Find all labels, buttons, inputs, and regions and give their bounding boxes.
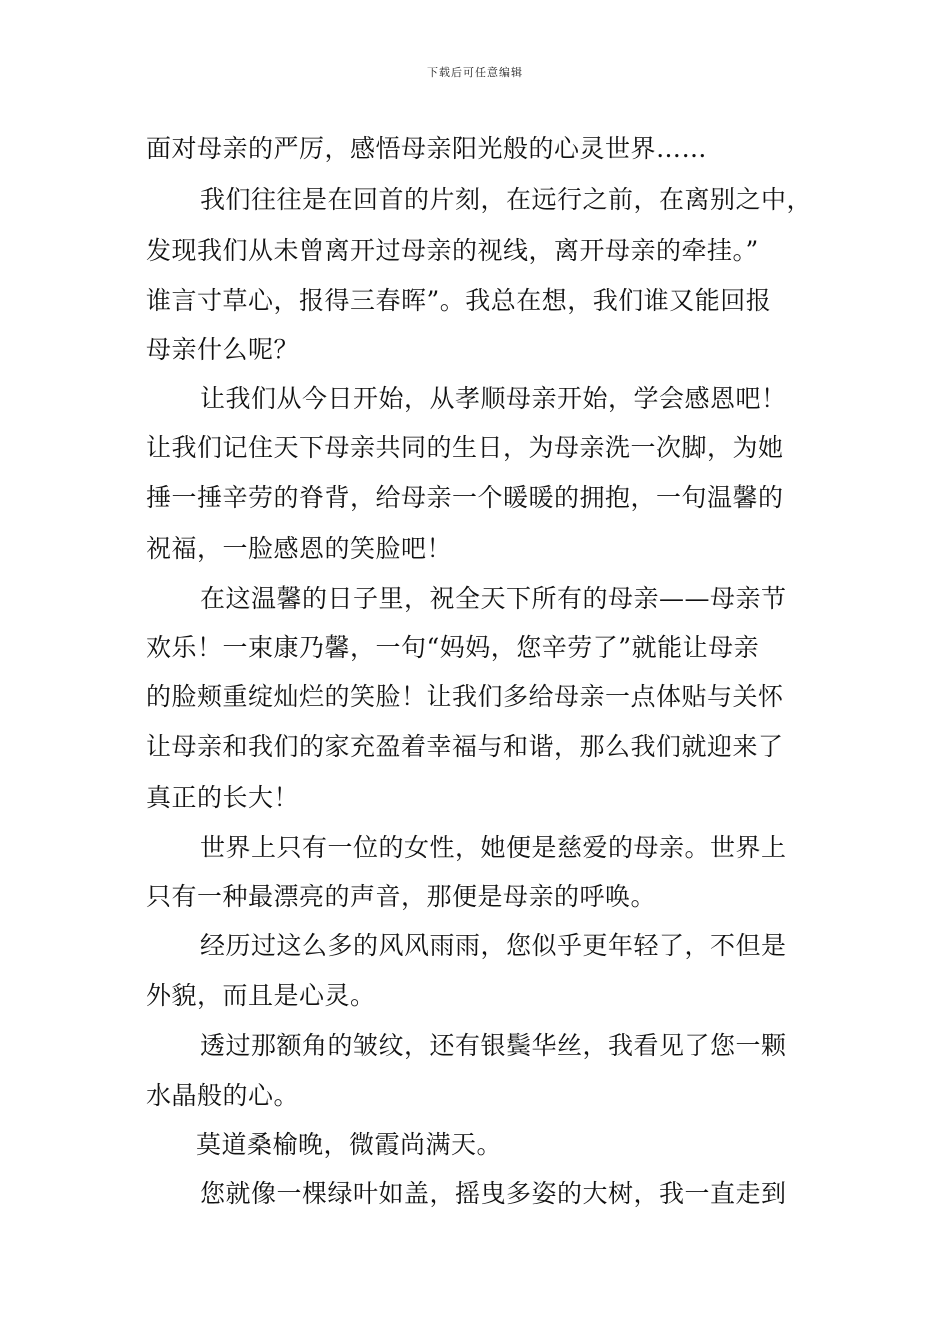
text-line-22: 您就像一棵绿叶如盖，摇曳多姿的大树，我一直走到	[200, 1179, 787, 1208]
text-line-17: 经历过这么多的风风雨雨，您似乎更年轻了，不但是	[200, 931, 787, 960]
text-line-1: 面对母亲的严厉，感悟母亲阳光般的心灵世界……	[146, 134, 708, 163]
text-line-20: 水晶般的心。	[146, 1081, 300, 1110]
text-line-15: 世界上只有一位的女性，她便是慈爱的母亲。世界上	[200, 833, 787, 862]
text-line-14: 真正的长大！	[146, 783, 300, 812]
text-line-8: 捶一捶辛劳的脊背，给母亲一个暖暖的拥抱，一句温馨的	[146, 483, 784, 512]
text-line-11: 欢乐！一束康乃馨，一句“妈妈，您辛劳了”就能让母亲	[146, 633, 760, 662]
text-line-3: 发现我们从未曾离开过母亲的视线，离开母亲的牵挂。”	[146, 236, 759, 265]
text-line-6: 让我们从今日开始，从孝顺母亲开始，学会感恩吧！	[200, 384, 787, 413]
text-line-7: 让我们记住天下母亲共同的生日，为母亲洗一次脚，为她	[146, 433, 784, 462]
text-line-12: 的脸颊重绽灿烂的笑脸！让我们多给母亲一点体贴与关怀	[146, 682, 784, 711]
text-line-13: 让母亲和我们的家充盈着幸福与和谐，那么我们就迎来了	[146, 732, 784, 761]
text-line-4: 谁言寸草心，报得三春晖”。我总在想，我们谁又能回报	[146, 286, 772, 315]
page-header: 下载后可任意编辑	[427, 66, 523, 79]
text-line-19: 透过那额角的皱纹，还有银鬓华丝，我看见了您一颗	[200, 1031, 787, 1060]
text-line-10: 在这温馨的日子里，祝全天下所有的母亲——母亲节	[200, 584, 787, 613]
text-line-5: 母亲什么呢？	[146, 335, 300, 364]
text-line-16: 只有一种最漂亮的声音，那便是母亲的呼唤。	[146, 882, 657, 911]
text-line-9: 祝福，一脸感恩的笑脸吧！	[146, 534, 453, 563]
text-line-2: 我们往往是在回首的片刻，在远行之前，在离别之中，	[200, 185, 813, 214]
text-line-21: 莫道桑榆晚，微霞尚满天。	[196, 1130, 503, 1159]
text-line-18: 外貌，而且是心灵。	[146, 981, 376, 1010]
